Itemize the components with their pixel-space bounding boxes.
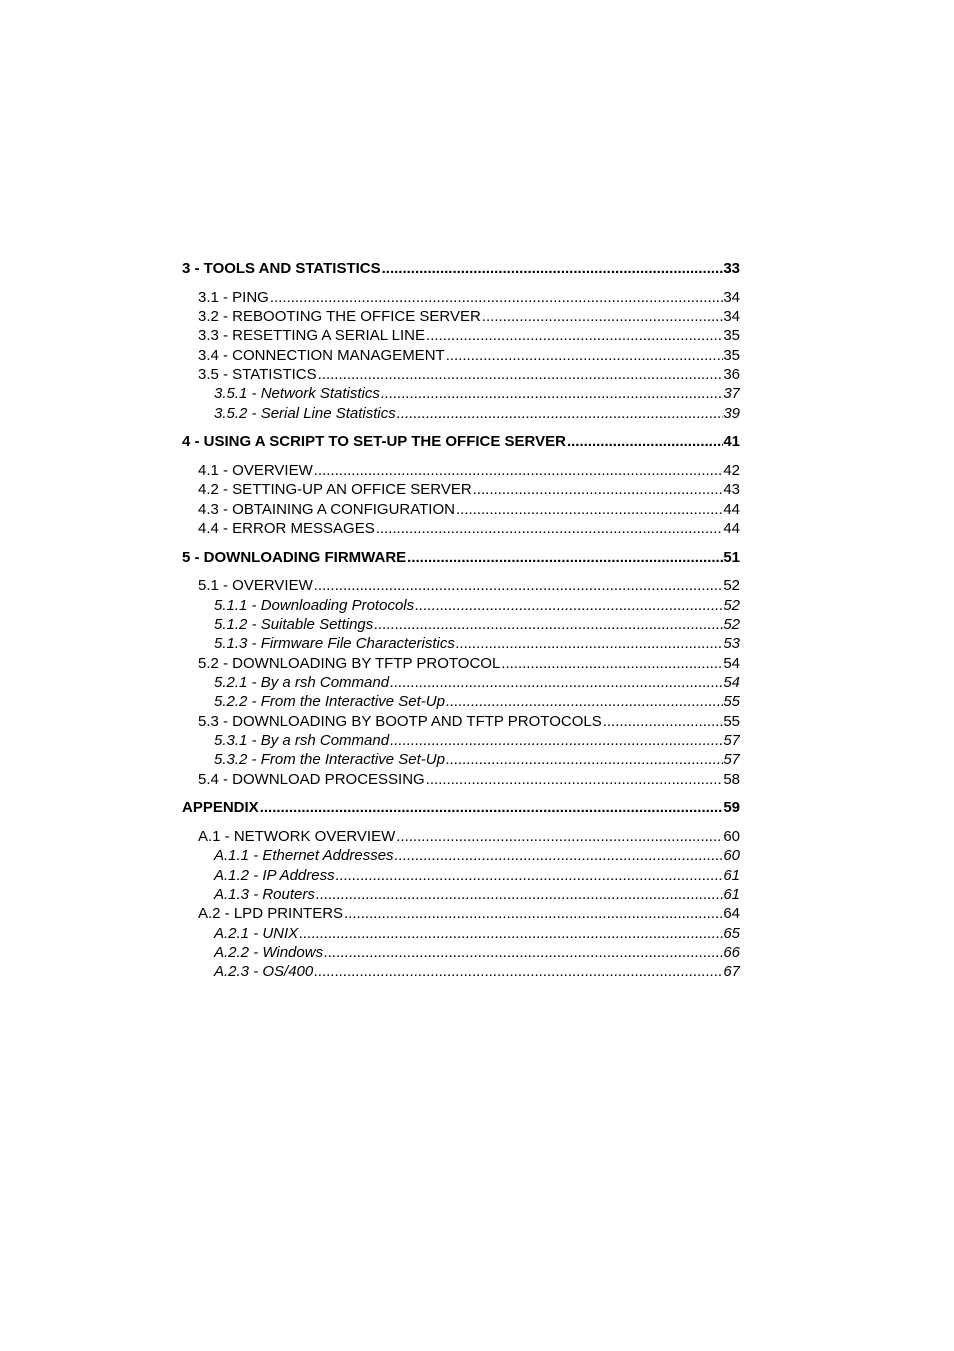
toc-entry-page-number: 66: [723, 944, 740, 962]
toc-entry-title: 4.4 - ERROR MESSAGES: [198, 520, 375, 538]
toc-entry-title: 3.5.1 - Network Statistics: [214, 385, 380, 403]
toc-entry-page-number: 39: [723, 404, 740, 422]
toc-entry-level-3[interactable]: [182, 692, 740, 711]
toc-dot-leader: [426, 770, 724, 789]
toc-entry-page-number: 60: [723, 828, 740, 846]
toc-dot-leader: [603, 712, 724, 731]
toc-entry-title: 5.3.2 - From the Interactive Set-Up: [214, 751, 445, 769]
toc-entry-level-3[interactable]: [182, 615, 740, 634]
toc-entry-level-2[interactable]: [182, 500, 740, 519]
toc-entry-title: A.1 - NETWORK OVERVIEW: [198, 828, 396, 846]
toc-entry-level-3[interactable]: [182, 750, 740, 769]
toc-entry-title: 5.1.1 - Downloading Protocols: [214, 596, 415, 614]
toc-entry-title: 3 - TOOLS AND STATISTICS: [182, 260, 381, 277]
toc-entry-page-number: 34: [723, 288, 740, 306]
toc-entry-level-1[interactable]: [182, 548, 740, 567]
toc-entry-level-1[interactable]: [182, 798, 740, 817]
toc-dot-leader: [501, 654, 723, 673]
toc-entry-level-2[interactable]: [182, 519, 740, 538]
toc-dot-leader: [318, 365, 724, 384]
toc-entry-level-2[interactable]: [182, 346, 740, 365]
toc-entry-level-2[interactable]: [182, 307, 740, 326]
toc-dot-leader: [260, 798, 724, 817]
toc-entry-level-3[interactable]: [182, 962, 740, 981]
toc-dot-leader: [376, 519, 724, 538]
toc-dot-leader: [482, 307, 723, 326]
toc-entry-title: A.2.3 - OS/400: [214, 963, 314, 981]
toc-dot-leader: [456, 500, 723, 519]
toc-entry-title: 4.3 - OBTAINING A CONFIGURATION: [198, 500, 455, 518]
toc-entry-page-number: 34: [723, 307, 740, 325]
toc-dot-leader: [567, 432, 723, 451]
toc-entry-title: 5.3.1 - By a rsh Command: [214, 732, 390, 750]
toc-entry-page-number: 52: [723, 615, 740, 633]
toc-entry-level-3[interactable]: [182, 384, 740, 403]
toc-dot-leader: [426, 326, 723, 345]
toc-entry-page-number: 54: [723, 674, 740, 692]
toc-entry-page-number: 55: [723, 693, 740, 711]
toc-entry-page-number: 52: [723, 596, 740, 614]
toc-entry-level-2[interactable]: [182, 288, 740, 307]
toc-dot-leader: [395, 846, 724, 865]
toc-entry-page-number: 42: [723, 461, 740, 479]
toc-dot-leader: [299, 924, 723, 943]
toc-entry-title: 4.1 - OVERVIEW: [198, 461, 313, 479]
toc-dot-leader: [314, 461, 724, 480]
toc-entry-title: 3.5.2 - Serial Line Statistics: [214, 404, 396, 422]
toc-entry-level-2[interactable]: [182, 461, 740, 480]
toc-entry-page-number: 55: [723, 712, 740, 730]
toc-entry-title: 5.1.2 - Suitable Settings: [214, 615, 374, 633]
toc-dot-leader: [316, 885, 723, 904]
toc-entry-page-number: 44: [723, 520, 740, 538]
toc-entry-title: 5.1 - OVERVIEW: [198, 577, 313, 595]
toc-dot-leader: [390, 673, 723, 692]
toc-entry-level-2[interactable]: [182, 480, 740, 499]
toc-dot-leader: [446, 692, 723, 711]
toc-dot-leader: [336, 866, 724, 885]
toc-dot-leader: [407, 548, 723, 567]
toc-entry-page-number: 61: [723, 866, 740, 884]
toc-entry-title: 5.2.2 - From the Interactive Set-Up: [214, 693, 445, 711]
toc-entry-level-3[interactable]: [182, 846, 740, 865]
toc-dot-leader: [381, 384, 723, 403]
toc-entry-level-2[interactable]: [182, 770, 740, 789]
toc-entry-page-number: 52: [723, 577, 740, 595]
toc-entry-page-number: 59: [723, 799, 740, 817]
toc-entry-page-number: 61: [723, 886, 740, 904]
toc-entry-title: APPENDIX: [182, 799, 259, 817]
toc-entry-page-number: 53: [723, 635, 740, 653]
toc-dot-leader: [270, 288, 723, 307]
toc-entry-level-2[interactable]: [182, 326, 740, 345]
toc-dot-leader: [446, 346, 724, 365]
toc-entry-level-3[interactable]: [182, 943, 740, 962]
toc-entry-title: 3.3 - RESETTING A SERIAL LINE: [198, 327, 426, 345]
toc-entry-level-3[interactable]: [182, 866, 740, 885]
toc-dot-leader: [456, 634, 723, 653]
toc-entry-title: 5.2 - DOWNLOADING BY TFTP PROTOCOL: [198, 654, 501, 672]
toc-entry-level-3[interactable]: [182, 924, 740, 943]
toc-dot-leader: [397, 404, 724, 423]
toc-entry-level-2[interactable]: [182, 654, 740, 673]
toc-entry-title: A.2.1 - UNIX: [214, 924, 299, 942]
toc-dot-leader: [374, 615, 723, 634]
toc-entry-level-1[interactable]: [182, 432, 740, 451]
toc-entry-title: A.2 - LPD PRINTERS: [198, 905, 344, 923]
toc-entry-level-2[interactable]: [182, 827, 740, 846]
toc-entry-level-3[interactable]: [182, 731, 740, 750]
toc-entry-page-number: 36: [723, 366, 740, 384]
toc-dot-leader: [324, 943, 723, 962]
toc-entry-level-2[interactable]: [182, 576, 740, 595]
toc-entry-title: 5.2.1 - By a rsh Command: [214, 674, 390, 692]
toc-dot-leader: [314, 962, 723, 981]
toc-entry-page-number: 43: [723, 481, 740, 499]
toc-dot-leader: [396, 827, 723, 846]
toc-entry-title: 5.4 - DOWNLOAD PROCESSING: [198, 770, 425, 788]
toc-dot-leader: [344, 904, 723, 923]
toc-entry-title: 3.1 - PING: [198, 288, 269, 306]
toc-entry-title: 3.2 - REBOOTING THE OFFICE SERVER: [198, 307, 481, 325]
toc-entry-title: A.1.3 - Routers: [214, 886, 315, 904]
toc-entry-title: A.1.2 - IP Address: [214, 866, 335, 884]
toc-entry-title: A.2.2 - Windows: [214, 944, 324, 962]
toc-entry-title: 4 - USING A SCRIPT TO SET-UP THE OFFICE SERVER: [182, 433, 566, 451]
toc-dot-leader: [473, 480, 724, 499]
toc-entry-page-number: 58: [723, 770, 740, 788]
toc-entry-page-number: 67: [723, 963, 740, 981]
toc-entry-page-number: 60: [723, 847, 740, 865]
toc-entry-page-number: 51: [723, 548, 740, 566]
toc-entry-page-number: 57: [723, 732, 740, 750]
toc-entry-level-3[interactable]: [182, 673, 740, 692]
table-of-contents: [182, 259, 740, 982]
toc-entry-page-number: 65: [723, 924, 740, 942]
toc-dot-leader: [382, 259, 724, 278]
toc-dot-leader: [446, 750, 723, 769]
toc-entry-level-3[interactable]: [182, 404, 740, 423]
toc-entry-level-3[interactable]: [182, 885, 740, 904]
toc-dot-leader: [390, 731, 723, 750]
toc-dot-leader: [415, 596, 723, 615]
toc-entry-title: 5 - DOWNLOADING FIRMWARE: [182, 548, 407, 566]
toc-entry-page-number: 35: [723, 327, 740, 345]
toc-entry-level-3[interactable]: [182, 596, 740, 615]
toc-entry-level-3[interactable]: [182, 634, 740, 653]
toc-entry-level-2[interactable]: [182, 365, 740, 384]
toc-entry-level-2[interactable]: [182, 904, 740, 923]
toc-entry-title: A.1.1 - Ethernet Addresses: [214, 847, 394, 865]
toc-entry-page-number: 33: [723, 260, 740, 277]
toc-entry-page-number: 41: [723, 433, 740, 451]
toc-entry-page-number: 37: [723, 385, 740, 403]
toc-entry-page-number: 44: [723, 500, 740, 518]
toc-entry-title: 3.4 - CONNECTION MANAGEMENT: [198, 346, 445, 364]
toc-entry-title: 4.2 - SETTING-UP AN OFFICE SERVER: [198, 481, 472, 499]
toc-dot-leader: [314, 576, 724, 595]
toc-entry-page-number: 57: [723, 751, 740, 769]
toc-entry-page-number: 64: [723, 905, 740, 923]
toc-entry-level-1[interactable]: [182, 259, 740, 278]
toc-entry-title: 3.5 - STATISTICS: [198, 366, 317, 384]
toc-entry-title: 5.3 - DOWNLOADING BY BOOTP AND TFTP PROTOCOLS: [198, 712, 602, 730]
toc-entry-page-number: 54: [723, 654, 740, 672]
toc-entry-level-2[interactable]: [182, 712, 740, 731]
toc-entry-page-number: 35: [723, 346, 740, 364]
toc-entry-title: 5.1.3 - Firmware File Characteristics: [214, 635, 455, 653]
